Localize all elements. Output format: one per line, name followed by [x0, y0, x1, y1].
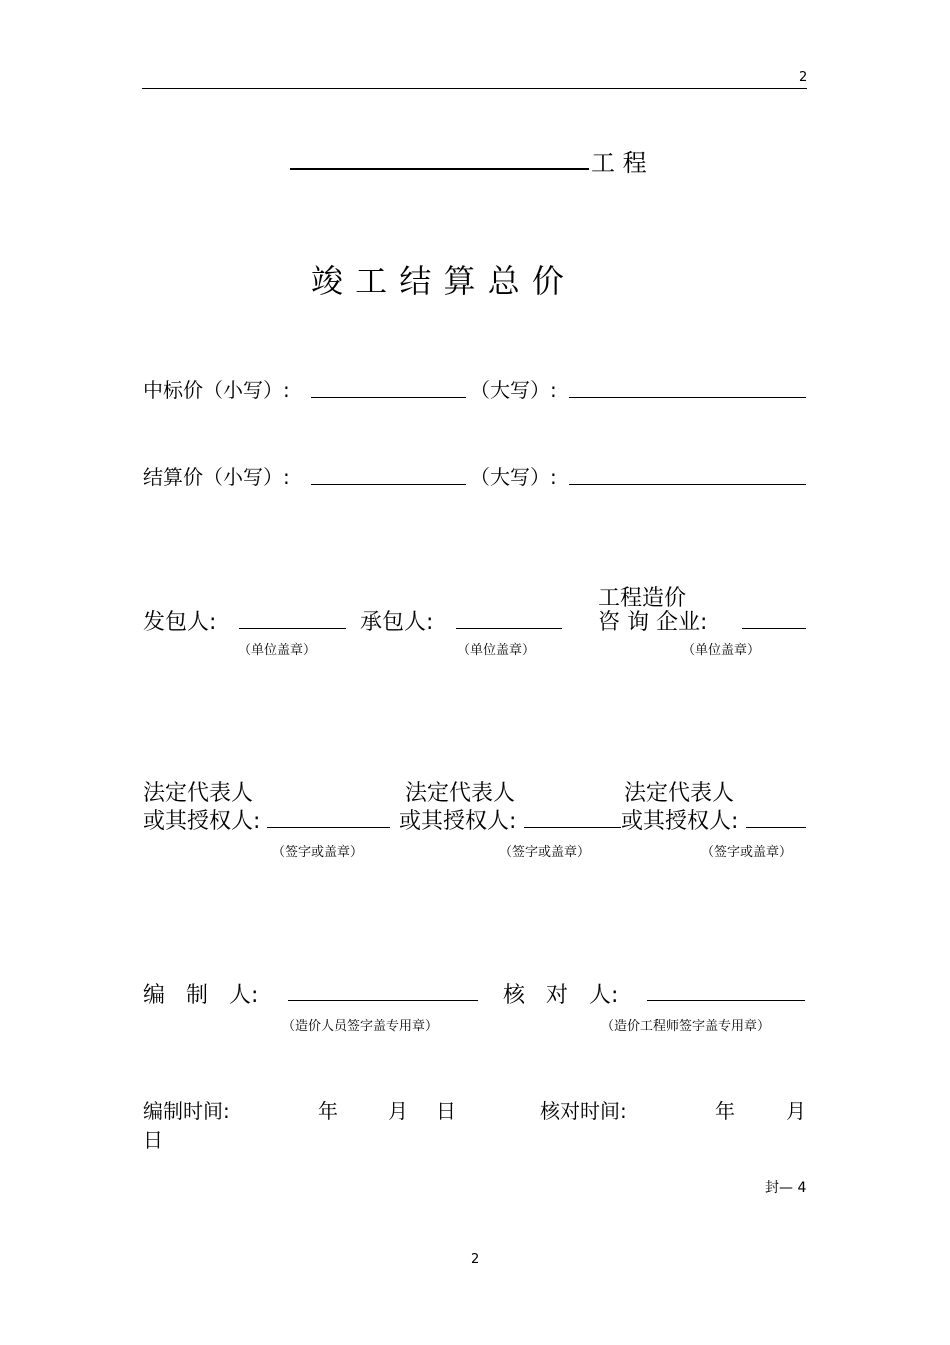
legal-rep-2-line1: 法定代表人 — [405, 781, 516, 806]
issuer-label: 发包人: — [143, 610, 217, 635]
legal-rep-1-line2: 或其授权人: — [143, 809, 261, 834]
legal-rep-3-field[interactable] — [746, 827, 806, 828]
issuer-field[interactable] — [239, 628, 346, 629]
issuer-seal-note: （单位盖章） — [238, 643, 317, 658]
compiler-field[interactable] — [288, 1000, 478, 1001]
contractor-label: 承包人: — [360, 610, 434, 635]
consult-seal-note: （单位盖章） — [682, 643, 761, 658]
contractor-field[interactable] — [456, 628, 562, 629]
header-page-number: 2 — [799, 70, 808, 85]
checker-note: （造价工程师签字盖专用章） — [601, 1019, 771, 1034]
project-suffix: 工 程 — [591, 149, 647, 177]
project-name-line — [290, 168, 589, 170]
legal-rep-3-line2: 或其授权人: — [621, 809, 739, 834]
legal-rep-3-note: （签字或盖章） — [701, 845, 793, 860]
compile-month: 月 — [388, 1099, 408, 1123]
legal-rep-1-note: （签字或盖章） — [272, 845, 364, 860]
settlement-price-upper-field[interactable] — [569, 484, 806, 485]
check-year: 年 — [715, 1099, 735, 1123]
checker-field[interactable] — [647, 1000, 805, 1001]
compiler-note: （造价人员签字盖专用章） — [282, 1019, 439, 1034]
compiler-label: 编 制 人: — [143, 983, 259, 1008]
consult-label-line1: 工程造价 — [598, 586, 687, 611]
consult-label-line2: 咨 询 企业: — [598, 610, 708, 635]
legal-rep-1-field[interactable] — [267, 827, 390, 828]
compile-day: 日 — [436, 1099, 456, 1123]
contractor-seal-note: （单位盖章） — [457, 643, 536, 658]
bid-price-label: 中标价（小写）: — [143, 378, 290, 402]
consult-field[interactable] — [742, 628, 806, 629]
legal-rep-2-field[interactable] — [524, 827, 621, 828]
settlement-price-lower-field[interactable] — [311, 484, 466, 485]
page-title: 竣 工 结 算 总 价 — [311, 262, 565, 300]
check-time-label: 核对时间: — [540, 1099, 627, 1123]
bid-price-upper-field[interactable] — [569, 397, 806, 398]
bid-price-upper-label: （大写）: — [470, 378, 557, 402]
form-code: 封— 4 — [765, 1180, 807, 1196]
settlement-price-upper-label: （大写）: — [470, 465, 557, 489]
check-day: 日 — [143, 1128, 163, 1152]
footer-page-number: 2 — [471, 1252, 480, 1267]
compile-time-label: 编制时间: — [143, 1099, 230, 1123]
legal-rep-2-line2: 或其授权人: — [399, 809, 517, 834]
compile-year: 年 — [318, 1099, 338, 1123]
checker-label: 核 对 人: — [503, 983, 619, 1008]
check-month: 月 — [786, 1099, 806, 1123]
bid-price-lower-field[interactable] — [311, 397, 466, 398]
settlement-price-label: 结算价（小写）: — [143, 465, 290, 489]
legal-rep-1-line1: 法定代表人 — [143, 781, 254, 806]
legal-rep-3-line1: 法定代表人 — [624, 781, 735, 806]
legal-rep-2-note: （签字或盖章） — [499, 845, 591, 860]
header-rule — [142, 88, 807, 89]
